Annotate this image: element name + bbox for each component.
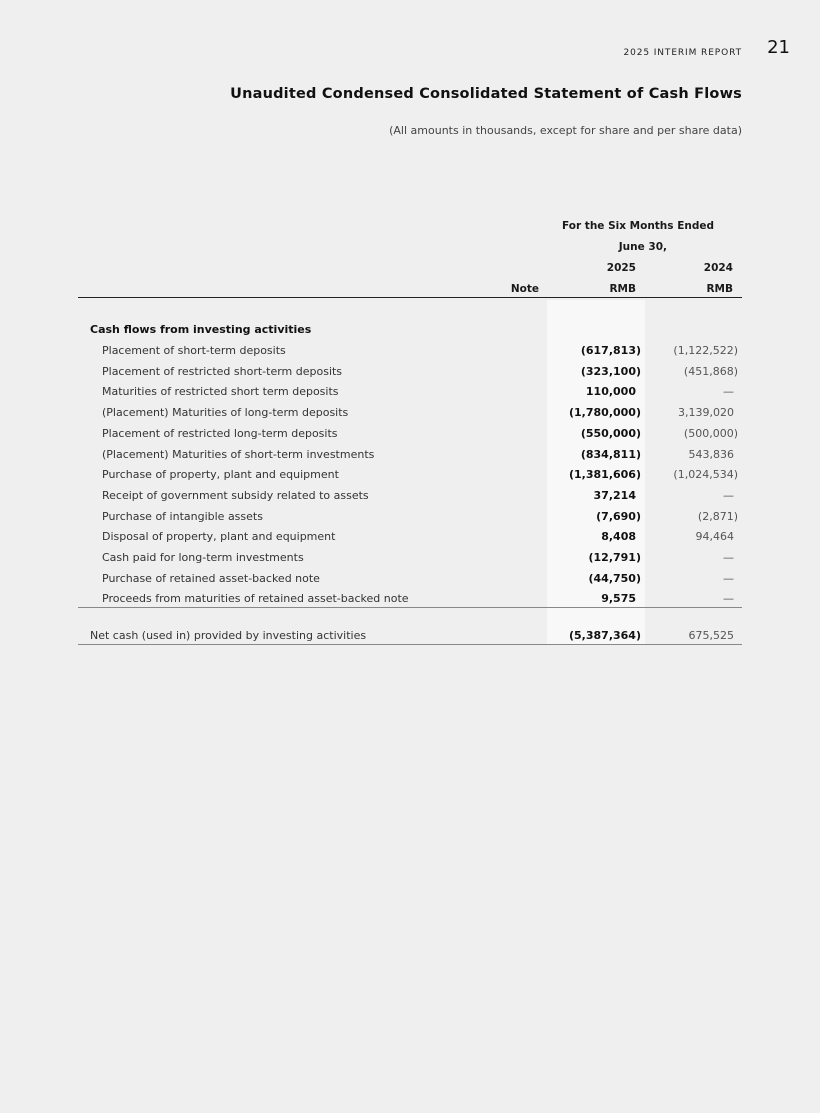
statement-subtitle: (All amounts in thousands, except for share and per share data): [389, 124, 742, 137]
table-row: [78, 572, 742, 592]
period-header-line2: June 30,: [618, 241, 667, 253]
value-2025: 9,575: [601, 592, 636, 606]
section-row: [78, 323, 742, 343]
total-row: [78, 629, 742, 649]
value-2025: (12,791): [588, 551, 641, 564]
value-2024: 543,836: [688, 447, 734, 461]
value-2025: 110,000: [585, 385, 636, 399]
value-2024: —: [723, 571, 734, 585]
section-title: Cash flows from investing activities: [90, 323, 312, 336]
value-2025: (1,381,606): [569, 468, 641, 482]
row-label: Placement of restricted long-term deposits: [102, 426, 338, 440]
row-label: Placement of short-term deposits: [102, 344, 286, 357]
table-row: [78, 448, 742, 468]
currency-2025-header: RMB: [609, 283, 636, 295]
value-2024: (500,000): [683, 426, 738, 440]
row-label: Disposal of property, plant and equipment: [102, 530, 336, 544]
table-row: [78, 489, 742, 509]
subtotal-rule: [78, 607, 742, 608]
row-label: Receipt of government subsidy related to assets: [102, 488, 369, 502]
value-2025: 37,214: [593, 488, 636, 502]
table-row: [78, 427, 742, 447]
report-name: 2025 INTERIM REPORT: [623, 48, 742, 58]
value-2025: (323,100): [580, 364, 641, 378]
statement-title: Unaudited Condensed Consolidated Statement of Cash Flows: [230, 86, 742, 102]
table-row: [78, 592, 742, 612]
row-label: Maturities of restricted short term deposits: [102, 385, 339, 399]
period-header-line1: For the Six Months Ended: [562, 220, 714, 232]
year-2025-header: 2025: [606, 262, 636, 274]
row-label: Purchase of intangible assets: [102, 509, 263, 523]
value-2025: 8,408: [601, 530, 636, 544]
value-2025: (1,780,000): [569, 406, 641, 420]
value-2025: (550,000): [580, 426, 641, 440]
table-row: [78, 530, 742, 550]
table-row: [78, 344, 742, 364]
table-row: [78, 365, 742, 385]
value-2024: (1,122,522): [673, 344, 738, 357]
value-2025: (617,813): [580, 344, 641, 357]
table-row: [78, 510, 742, 530]
currency-2024-header: RMB: [706, 283, 733, 295]
value-2024: (2,871): [697, 509, 738, 523]
table-row: [78, 406, 742, 426]
row-label: Cash paid for long-term investments: [102, 551, 304, 564]
table-row: [78, 468, 742, 488]
table-row: [78, 551, 742, 571]
year-2024-header: 2024: [703, 262, 733, 274]
row-label: (Placement) Maturities of long-term deposits: [102, 406, 349, 420]
row-label: Proceeds from maturities of retained asset-backed note: [102, 592, 409, 606]
table-row: [78, 385, 742, 405]
value-2024: 3,139,020: [678, 406, 734, 420]
page-number: 21: [767, 37, 790, 58]
total-2025-value: (5,387,364): [569, 629, 641, 642]
value-2024: (1,024,534): [673, 468, 738, 482]
value-2025: (834,811): [580, 447, 641, 461]
value-2024: 94,464: [695, 530, 734, 544]
value-2024: —: [723, 488, 734, 502]
value-2025: (7,690): [596, 509, 641, 523]
row-label: Placement of restricted short-term deposits: [102, 364, 343, 378]
note-header: Note: [510, 283, 539, 295]
total-2024-value: 675,525: [688, 629, 734, 642]
row-label: (Placement) Maturities of short-term investments: [102, 447, 375, 461]
total-label: Net cash (used in) provided by investing activities: [90, 629, 367, 642]
header-rule: [78, 297, 742, 298]
value-2024: —: [723, 551, 734, 564]
row-label: Purchase of property, plant and equipment: [102, 468, 339, 482]
value-2024: (451,868): [683, 364, 738, 378]
row-label: Purchase of retained asset-backed note: [102, 571, 320, 585]
value-2024: —: [723, 592, 734, 606]
value-2024: —: [723, 385, 734, 399]
total-rule: [78, 644, 742, 645]
value-2025: (44,750): [588, 571, 641, 585]
